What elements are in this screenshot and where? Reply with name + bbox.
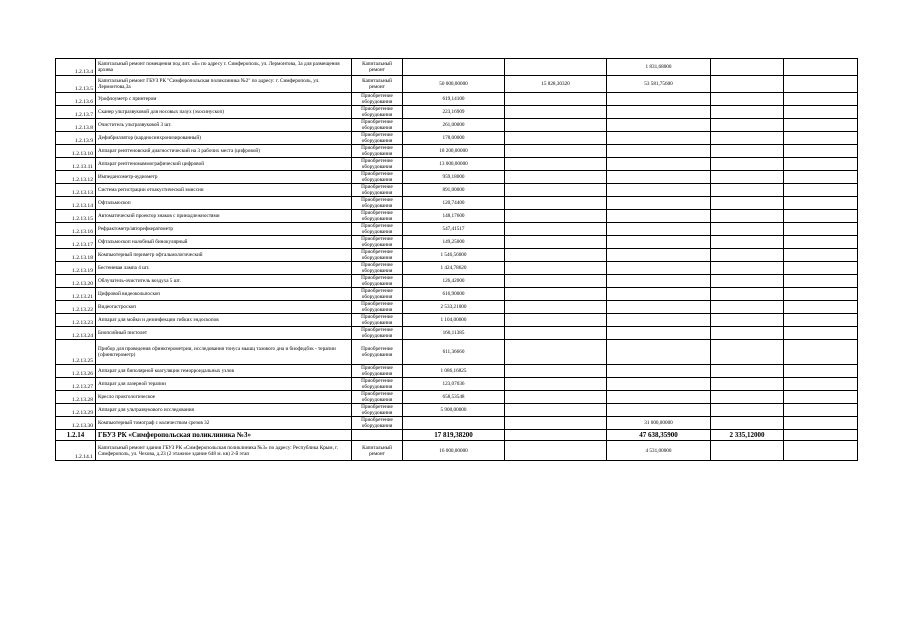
amount-col-5-cell [784, 378, 858, 391]
amount-col-3-cell: 47 638,35900 [607, 430, 711, 441]
item-name-cell: Аппарат для ультразвукового исследования [96, 404, 352, 417]
table-row [56, 223, 858, 236]
amount-col-1-cell: 126,42000 [403, 275, 505, 288]
table-row [56, 365, 858, 378]
amount-col-2-cell [505, 184, 607, 197]
amount-col-3-cell: 4 531,00000 [607, 441, 711, 461]
amount-col-2-cell [505, 365, 607, 378]
amount-col-1-cell: 5 900,00000 [403, 404, 505, 417]
amount-col-2-cell [505, 158, 607, 171]
table-row [56, 340, 858, 365]
amount-col-1-cell [403, 417, 505, 430]
row-number-cell: 1.2.13.5 [56, 76, 96, 93]
amount-col-5-cell [784, 391, 858, 404]
amount-col-1-cell: 148,17600 [403, 210, 505, 223]
amount-col-1-cell [403, 59, 505, 76]
amount-col-2-cell [505, 93, 607, 106]
work-type-cell: Приобретение оборудования [352, 145, 403, 158]
amount-col-3-cell [607, 236, 711, 249]
amount-col-2-cell [505, 441, 607, 461]
item-name-cell: Цифровой видеокольпоскоп [96, 288, 352, 301]
item-name-cell: Сканер ультразвуковой для носовых пазух (эхосинускоп) [96, 106, 352, 119]
amount-col-3-cell: 53 581,75600 [607, 76, 711, 93]
amount-col-2-cell [505, 327, 607, 340]
amount-col-5-cell [784, 59, 858, 76]
row-number-cell: 1.2.13.26 [56, 365, 96, 378]
amount-col-4-cell [711, 158, 784, 171]
amount-col-2-cell [505, 404, 607, 417]
amount-col-2-cell [505, 132, 607, 145]
work-type-cell: Приобретение оборудования [352, 119, 403, 132]
amount-col-1-cell: 658,53548 [403, 391, 505, 404]
budget-table-page [55, 58, 857, 461]
amount-col-5-cell [784, 430, 858, 441]
amount-col-2-cell [505, 210, 607, 223]
amount-col-5-cell [784, 301, 858, 314]
work-type-cell: Приобретение оборудования [352, 132, 403, 145]
item-name-cell: Аппарат рентгеномаммографический цифровой [96, 158, 352, 171]
amount-col-2-cell [505, 275, 607, 288]
amount-col-1-cell: 1 424,78620 [403, 262, 505, 275]
amount-col-3-cell [607, 391, 711, 404]
row-number-cell: 1.2.13.28 [56, 391, 96, 404]
amount-col-4-cell [711, 184, 784, 197]
amount-col-5-cell [784, 262, 858, 275]
row-number-cell: 1.2.14 [56, 430, 96, 441]
table-row [56, 76, 858, 93]
item-name-cell: Компьютерный томограф с количеством срезов 32 [96, 417, 352, 430]
amount-col-5-cell [784, 327, 858, 340]
amount-col-1-cell: 50 000,00000 [403, 76, 505, 93]
item-name-cell: Автоматический проектор знаков с принадлежностями [96, 210, 352, 223]
row-number-cell: 1.2.13.6 [56, 93, 96, 106]
table-row [56, 119, 858, 132]
amount-col-3-cell [607, 106, 711, 119]
item-name-cell: Офтальмоскоп налобный бинокулярный [96, 236, 352, 249]
item-name-cell: Кресло проктологическое [96, 391, 352, 404]
amount-col-3-cell [607, 340, 711, 365]
amount-col-1-cell: 17 819,38200 [403, 430, 505, 441]
table-row [56, 184, 858, 197]
amount-col-4-cell [711, 59, 784, 76]
amount-col-5-cell [784, 119, 858, 132]
work-type-cell: Приобретение оборудования [352, 106, 403, 119]
amount-col-5-cell [784, 340, 858, 365]
work-type-cell: Приобретение оборудования [352, 378, 403, 391]
amount-col-1-cell: 547,41517 [403, 223, 505, 236]
amount-col-1-cell: 959,18000 [403, 171, 505, 184]
row-number-cell: 1.2.13.27 [56, 378, 96, 391]
item-name-cell: Дефибриллятор (кардиосинхронизированный) [96, 132, 352, 145]
row-number-cell: 1.2.13.22 [56, 301, 96, 314]
amount-col-4-cell [711, 391, 784, 404]
row-number-cell: 1.2.13.13 [56, 184, 96, 197]
table-row [56, 314, 858, 327]
table-row [56, 145, 858, 158]
work-type-cell: Капитальный ремонт [352, 441, 403, 461]
work-type-cell: Приобретение оборудования [352, 365, 403, 378]
table-row [56, 378, 858, 391]
row-number-cell: 1.2.13.20 [56, 275, 96, 288]
amount-col-2-cell [505, 197, 607, 210]
amount-col-5-cell [784, 417, 858, 430]
row-number-cell: 1.2.13.23 [56, 314, 96, 327]
row-number-cell: 1.2.13.8 [56, 119, 96, 132]
amount-col-5-cell [784, 184, 858, 197]
amount-col-4-cell [711, 236, 784, 249]
amount-col-1-cell: 123,07036 [403, 378, 505, 391]
amount-col-3-cell [607, 171, 711, 184]
amount-col-1-cell: 16 000,00000 [403, 441, 505, 461]
work-type-cell: Приобретение оборудования [352, 184, 403, 197]
work-type-cell: Приобретение оборудования [352, 391, 403, 404]
amount-col-2-cell [505, 430, 607, 441]
amount-col-3-cell [607, 404, 711, 417]
amount-col-3-cell: 31 000,00000 [607, 417, 711, 430]
amount-col-5-cell [784, 106, 858, 119]
row-number-cell: 1.2.13.7 [56, 106, 96, 119]
amount-col-4-cell [711, 106, 784, 119]
amount-col-5-cell [784, 132, 858, 145]
amount-col-5-cell [784, 249, 858, 262]
amount-col-1-cell: 1 104,00000 [403, 314, 505, 327]
item-name-cell: Очиститель ультразвуковой 3 шт. [96, 119, 352, 132]
amount-col-1-cell: 619,14100 [403, 93, 505, 106]
amount-col-4-cell [711, 119, 784, 132]
work-type-cell: Приобретение оборудования [352, 404, 403, 417]
amount-col-4-cell [711, 145, 784, 158]
item-name-cell: Рефрактометр/авторефкератометр [96, 223, 352, 236]
amount-col-4-cell [711, 223, 784, 236]
work-type-cell: Приобретение оборудования [352, 210, 403, 223]
item-name-cell: Бестеневая лампа 4 шт. [96, 262, 352, 275]
budget-table [55, 58, 858, 461]
amount-col-2-cell [505, 301, 607, 314]
amount-col-2-cell [505, 171, 607, 184]
table-row [56, 59, 858, 76]
work-type-cell: Приобретение оборудования [352, 197, 403, 210]
amount-col-5-cell [784, 171, 858, 184]
row-number-cell: 1.2.13.30 [56, 417, 96, 430]
amount-col-3-cell [607, 249, 711, 262]
row-number-cell: 1.2.13.14 [56, 197, 96, 210]
amount-col-2-cell [505, 249, 607, 262]
item-name-cell: Система регистрации отоакустической эмиссии [96, 184, 352, 197]
work-type-cell: Приобретение оборудования [352, 288, 403, 301]
table-row [56, 158, 858, 171]
amount-col-3-cell [607, 158, 711, 171]
amount-col-3-cell [607, 184, 711, 197]
amount-col-2-cell [505, 314, 607, 327]
table-row [56, 275, 858, 288]
work-type-cell: Приобретение оборудования [352, 314, 403, 327]
amount-col-5-cell [784, 210, 858, 223]
amount-col-3-cell [607, 288, 711, 301]
work-type-cell: Приобретение оборудования [352, 223, 403, 236]
amount-col-5-cell [784, 365, 858, 378]
amount-col-1-cell: 616,90000 [403, 288, 505, 301]
row-number-cell: 1.2.13.29 [56, 404, 96, 417]
amount-col-1-cell: 160,11385 [403, 327, 505, 340]
amount-col-3-cell: 1 831,68000 [607, 59, 711, 76]
amount-col-3-cell [607, 197, 711, 210]
amount-col-5-cell [784, 197, 858, 210]
row-number-cell: 1.2.14.1 [56, 441, 96, 461]
item-name-cell: Капитальный ремонт ГБУЗ РК "Симферопольская поликлиника №2" по адресу: г. Симферополь, ул. Лермонтова,3а [96, 76, 352, 93]
amount-col-4-cell [711, 262, 784, 275]
item-name-cell: Аппарат для лазерной терапии [96, 378, 352, 391]
row-number-cell: 1.2.13.15 [56, 210, 96, 223]
amount-col-5-cell [784, 236, 858, 249]
amount-col-2-cell [505, 59, 607, 76]
work-type-cell [352, 430, 403, 441]
amount-col-2-cell [505, 223, 607, 236]
amount-col-1-cell: 120,74400 [403, 197, 505, 210]
amount-col-2-cell [505, 288, 607, 301]
amount-col-3-cell [607, 145, 711, 158]
amount-col-1-cell: 611,36660 [403, 340, 505, 365]
amount-col-3-cell [607, 327, 711, 340]
amount-col-1-cell: 18 200,00000 [403, 145, 505, 158]
row-number-cell: 1.2.13.4 [56, 59, 96, 76]
amount-col-3-cell [607, 132, 711, 145]
table-row [56, 106, 858, 119]
item-name-cell: Офтальмоскоп [96, 197, 352, 210]
amount-col-1-cell: 178,00000 [403, 132, 505, 145]
amount-col-5-cell [784, 288, 858, 301]
item-name-cell: Капитальный ремонт помещения под лит. «Б» по адресу г. Симферополь, ул. Лермонтова, 3а для размещения архива [96, 59, 352, 76]
amount-col-4-cell [711, 441, 784, 461]
row-number-cell: 1.2.13.11 [56, 158, 96, 171]
amount-col-3-cell [607, 93, 711, 106]
row-number-cell: 1.2.13.21 [56, 288, 96, 301]
table-row [56, 288, 858, 301]
table-row [56, 417, 858, 430]
row-number-cell: 1.2.13.24 [56, 327, 96, 340]
amount-col-4-cell [711, 275, 784, 288]
amount-col-3-cell [607, 275, 711, 288]
amount-col-4-cell [711, 417, 784, 430]
amount-col-1-cell: 13 000,00000 [403, 158, 505, 171]
amount-col-4-cell [711, 288, 784, 301]
amount-col-4-cell [711, 404, 784, 417]
amount-col-1-cell: 891,00000 [403, 184, 505, 197]
item-name-cell: Капитальный ремонт здания ГБУЗ РК «Симферопольская поликлиника №3» по адресу: Республика Крым, г. Симферополь, ул. Чехова, д.23 (2 этажное здание 648 м. кв) 2-й этап [96, 441, 352, 461]
amount-col-4-cell [711, 327, 784, 340]
table-row [56, 236, 858, 249]
amount-col-5-cell [784, 404, 858, 417]
table-row [56, 262, 858, 275]
work-type-cell: Приобретение оборудования [352, 249, 403, 262]
amount-col-2-cell [505, 391, 607, 404]
work-type-cell: Капитальный ремонт [352, 59, 403, 76]
table-row [56, 210, 858, 223]
amount-col-4-cell [711, 314, 784, 327]
item-name-cell: Прибор для проведения сфинктерометрии, исследования тонуса мышц тазового дна и биофидбэк - терапии (сфинктерометр) [96, 340, 352, 365]
item-name-cell: Компьютерный периметр офтальмологический [96, 249, 352, 262]
work-type-cell: Приобретение оборудования [352, 340, 403, 365]
amount-col-4-cell [711, 378, 784, 391]
row-number-cell: 1.2.13.25 [56, 340, 96, 365]
amount-col-5-cell [784, 93, 858, 106]
amount-col-5-cell [784, 441, 858, 461]
amount-col-3-cell [607, 223, 711, 236]
row-number-cell: 1.2.13.18 [56, 249, 96, 262]
amount-col-4-cell [711, 93, 784, 106]
amount-col-1-cell: 2 533,21000 [403, 301, 505, 314]
row-number-cell: 1.2.13.16 [56, 223, 96, 236]
work-type-cell: Приобретение оборудования [352, 301, 403, 314]
item-name-cell: Облучатель-очиститель воздуха 5 шт. [96, 275, 352, 288]
amount-col-1-cell: 149,25000 [403, 236, 505, 249]
amount-col-2-cell [505, 106, 607, 119]
item-name-cell: ГБУЗ РК «Симферопольская поликлиника №3» [96, 430, 352, 441]
amount-col-1-cell: 223,16909 [403, 106, 505, 119]
amount-col-3-cell [607, 314, 711, 327]
amount-col-4-cell [711, 365, 784, 378]
amount-col-5-cell [784, 145, 858, 158]
item-name-cell: Видеогастроскоп [96, 301, 352, 314]
row-number-cell: 1.2.13.19 [56, 262, 96, 275]
amount-col-4-cell [711, 197, 784, 210]
amount-col-4-cell [711, 340, 784, 365]
amount-col-2-cell [505, 378, 607, 391]
table-row [56, 93, 858, 106]
amount-col-2-cell [505, 262, 607, 275]
row-number-cell: 1.2.13.17 [56, 236, 96, 249]
table-row [56, 441, 858, 461]
item-name-cell: Аппарат для мойки и дезинфекции гибких эндоскопов [96, 314, 352, 327]
item-name-cell: Биопсийный пистолет [96, 327, 352, 340]
table-row [56, 404, 858, 417]
work-type-cell: Приобретение оборудования [352, 327, 403, 340]
amount-col-3-cell [607, 210, 711, 223]
amount-col-4-cell [711, 171, 784, 184]
amount-col-1-cell: 261,00000 [403, 119, 505, 132]
amount-col-4-cell [711, 249, 784, 262]
table-row [56, 301, 858, 314]
amount-col-1-cell: 1 086,16825 [403, 365, 505, 378]
amount-col-5-cell [784, 158, 858, 171]
table-row [56, 171, 858, 184]
amount-col-5-cell [784, 223, 858, 236]
work-type-cell: Приобретение оборудования [352, 236, 403, 249]
amount-col-4-cell [711, 301, 784, 314]
item-name-cell: Аппарат рентгеновский диагностический на 3 рабочих места (цифровой) [96, 145, 352, 158]
row-number-cell: 1.2.13.9 [56, 132, 96, 145]
work-type-cell: Приобретение оборудования [352, 262, 403, 275]
amount-col-1-cell: 1 546,56000 [403, 249, 505, 262]
item-name-cell: Урофлоуметр с принтером [96, 93, 352, 106]
amount-col-4-cell: 2 335,12000 [711, 430, 784, 441]
amount-col-5-cell [784, 76, 858, 93]
amount-col-2-cell [505, 417, 607, 430]
work-type-cell: Капитальный ремонт [352, 76, 403, 93]
amount-col-5-cell [784, 314, 858, 327]
amount-col-2-cell [505, 236, 607, 249]
table-row [56, 132, 858, 145]
row-number-cell: 1.2.13.12 [56, 171, 96, 184]
amount-col-4-cell [711, 132, 784, 145]
amount-col-2-cell [505, 119, 607, 132]
work-type-cell: Приобретение оборудования [352, 417, 403, 430]
table-row [56, 327, 858, 340]
amount-col-2-cell [505, 340, 607, 365]
row-number-cell: 1.2.13.10 [56, 145, 96, 158]
amount-col-3-cell [607, 119, 711, 132]
amount-col-3-cell [607, 262, 711, 275]
amount-col-3-cell [607, 301, 711, 314]
amount-col-3-cell [607, 365, 711, 378]
amount-col-4-cell [711, 210, 784, 223]
budget-table-body [56, 59, 858, 461]
work-type-cell: Приобретение оборудования [352, 275, 403, 288]
work-type-cell: Приобретение оборудования [352, 171, 403, 184]
amount-col-2-cell [505, 145, 607, 158]
amount-col-3-cell [607, 378, 711, 391]
item-name-cell: Импедансометр-аудиометр [96, 171, 352, 184]
table-row [56, 249, 858, 262]
table-row [56, 391, 858, 404]
item-name-cell: Аппарат для биполярной коагуляции геморроидальных узлов [96, 365, 352, 378]
amount-col-5-cell [784, 275, 858, 288]
amount-col-2-cell: 15 828,30320 [505, 76, 607, 93]
amount-col-4-cell [711, 76, 784, 93]
work-type-cell: Приобретение оборудования [352, 93, 403, 106]
table-row [56, 197, 858, 210]
work-type-cell: Приобретение оборудования [352, 158, 403, 171]
section-row [56, 430, 858, 441]
